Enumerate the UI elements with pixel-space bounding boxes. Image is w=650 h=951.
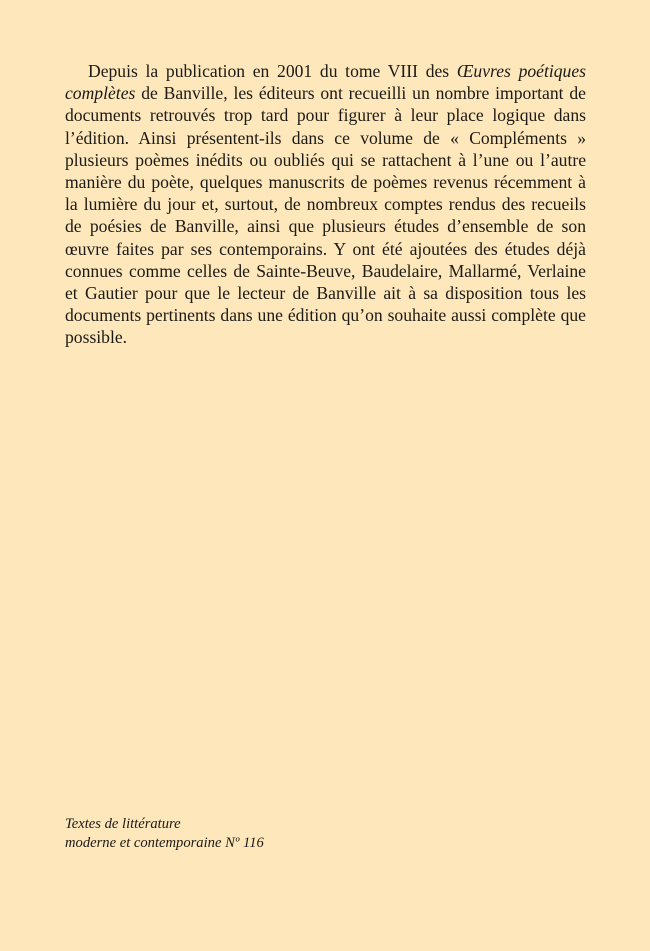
blurb-text-rest: de Banville, les éditeurs ont recueilli un nombre important de documents retrouvés trop tard pour figurer à leur place logique dans l’édition. Ainsi présentent-ils dans ce volume de « Compléments » plusieurs poèmes inédits ou oubliés qui se rattachent à l’une ou l’autre manière du poète, quelques manuscrits de poèmes revenus récemment à la lumière du jour et, surtout, de nombreux comptes rendus des recueils de poésies de Banville, ainsi que plusieurs études d’ensemble de son œuvre faites par ses contemporains. Y ont été ajoutées des études déjà connues comme celles de Sainte-Beuve, Baudelaire, Mallarmé, Verlaine et Gautier pour que le lecteur de Banville ait à sa disposition tous les documents pertinents dans une édition qu’on souhaite aussi complète que possible. (65, 83, 586, 348)
series-line-1: Textes de littérature (65, 816, 181, 832)
series-line-2: moderne et contemporaine Nº 116 (65, 835, 264, 851)
book-title-italic: Œuvres poétiques complètes (65, 61, 587, 104)
blurb-paragraph (65, 60, 586, 349)
blurb-text-start: Depuis la publication en 2001 du tome VIII des (88, 61, 457, 81)
series-info (65, 815, 465, 853)
